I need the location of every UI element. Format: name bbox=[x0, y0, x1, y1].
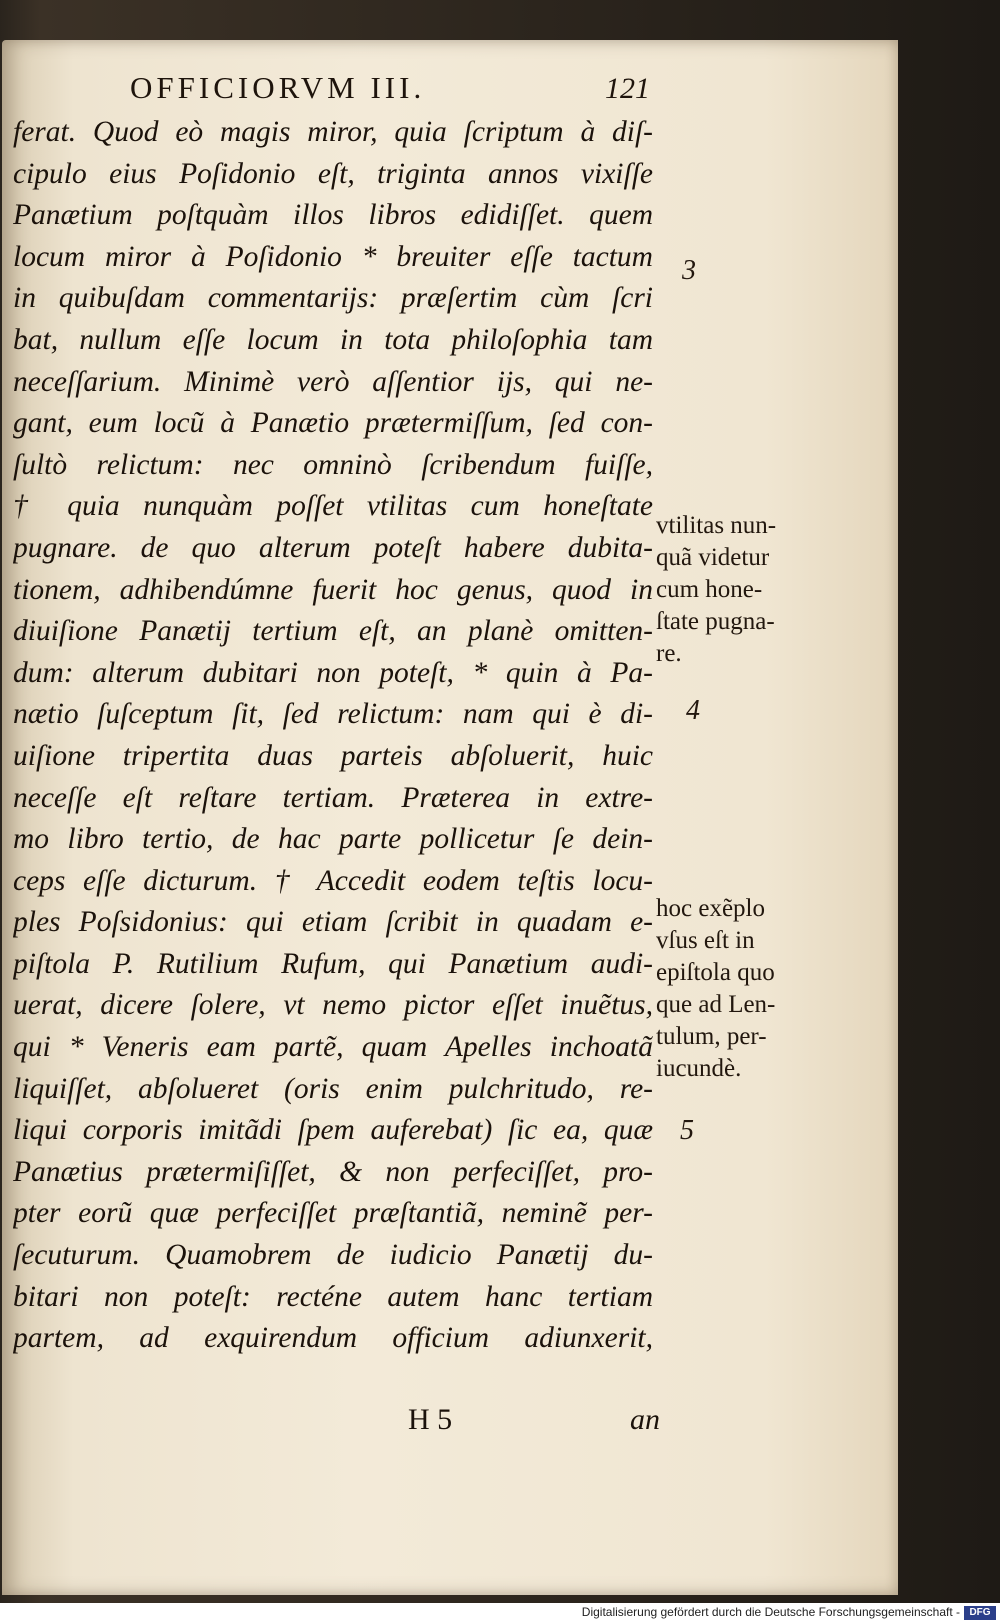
text-line: partem, ad exquirendum officium adiunxerit, bbox=[13, 1322, 653, 1355]
marginal-note-line: iucundè. bbox=[656, 1055, 742, 1082]
text-line: piſtola P. Rutilium Rufum, qui Panætium audi- bbox=[13, 947, 653, 980]
text-line: cipulo eius Poſidonio eſt, triginta annos vixiſſe bbox=[13, 157, 653, 190]
text-line: qui * Veneris eam partẽ, quam Apelles inchoatã bbox=[13, 1031, 653, 1064]
dfg-logo: DFG bbox=[964, 1606, 996, 1620]
text-line: pugnare. de quo alterum poteſt habere dubita- bbox=[13, 531, 653, 564]
signature-mark: H 5 bbox=[408, 1403, 453, 1436]
text-line: dum: alterum dubitari non poteſt, * quin à Pa- bbox=[13, 656, 653, 689]
text-line: pter eorũ quæ perfeciſſet præſtantiã, neminẽ per- bbox=[13, 1197, 653, 1230]
text-line: gant, eum locũ à Panætio prætermiſſum, ſed con- bbox=[13, 407, 653, 440]
text-line: Panætius prætermiſiſſet, & non perfeciſſet, pro- bbox=[13, 1155, 653, 1188]
text-line: uiſione tripertita duas parteis abſoluerit, huic bbox=[13, 739, 653, 772]
marginal-note-line: epiſtola quo bbox=[656, 959, 775, 986]
text-line: uerat, dicere ſolere, vt nemo pictor eſſet inuẽtus, bbox=[13, 989, 653, 1022]
text-line: mo libro tertio, de hac parte pollicetur ſe dein- bbox=[13, 823, 653, 856]
text-line: nætio ſuſceptum ſit, ſed relictum: nam qui è di- bbox=[13, 698, 653, 731]
marginal-note-exemplo bbox=[656, 893, 775, 1085]
digitization-footer bbox=[0, 1603, 1000, 1623]
margin-number-3: 3 bbox=[682, 255, 696, 286]
text-line: ſecuturum. Quamobrem de iudicio Panætij du- bbox=[13, 1239, 653, 1272]
marginal-note-line: vtilitas nun- bbox=[656, 512, 777, 539]
text-line: in quibuſdam commentarijs: præſertim cùm ſcri bbox=[13, 282, 653, 315]
text-line: neceſſe eſt reſtare tertiam. Præterea in extre- bbox=[13, 781, 653, 814]
text-line: locum miror à Poſidonio * breuiter eſſe tactum bbox=[13, 240, 653, 273]
marginal-note-line: hoc exẽplo bbox=[656, 895, 765, 922]
marginal-note-utilitas bbox=[656, 510, 776, 670]
marginal-note-line: que ad Len- bbox=[656, 991, 776, 1018]
text-line: ferat. Quod eò magis miror, quia ſcriptum à diſ- bbox=[13, 116, 653, 148]
text-line: liquiſſet, abſolueret (oris enim pulchritudo, re- bbox=[13, 1072, 653, 1105]
marginal-note-line: cum hone- bbox=[656, 576, 763, 603]
margin-number-5: 5 bbox=[680, 1115, 694, 1146]
body-text bbox=[13, 112, 653, 1360]
running-head: OFFICIORVM III. bbox=[130, 70, 426, 105]
text-line: liqui corporis imitãdi ſpem auferebat) ſic ea, quæ bbox=[13, 1114, 653, 1147]
text-line: Panætium poſtquàm illos libros edidiſſet. quem bbox=[13, 199, 653, 232]
marginal-note-line: ſtate pugna- bbox=[656, 608, 775, 635]
text-line: neceſſarium. Minimè verò aſſentior ijs, qui ne- bbox=[13, 365, 653, 398]
text-line: ceps eſſe dicturum. † Accedit eodem teſtis locu- bbox=[13, 864, 653, 897]
page-foot bbox=[390, 1403, 660, 1443]
marginal-note-line: tulum, per- bbox=[656, 1023, 767, 1050]
margin-number-4: 4 bbox=[686, 695, 700, 726]
text-line: † quia nunquàm poſſet vtilitas cum honeſtate bbox=[13, 490, 653, 523]
text-line: bat, nullum eſſe locum in tota philoſophia tam bbox=[13, 323, 653, 356]
marginal-note-line: quã videtur bbox=[656, 544, 770, 571]
marginal-note-line: re. bbox=[656, 640, 682, 667]
page-number: 121 bbox=[605, 72, 650, 105]
page-header bbox=[130, 70, 650, 110]
catchword: an bbox=[630, 1403, 660, 1436]
text-line: ſultò relictum: nec omninò ſcribendum fuiſſe, bbox=[13, 448, 653, 481]
funding-credit: Digitalisierung gefördert durch die Deutsche Forschungsgemeinschaft - bbox=[581, 1605, 960, 1619]
text-line: bitari non poteſt: recténe autem hanc tertiam bbox=[13, 1280, 653, 1313]
text-line: tionem, adhibendúmne fuerit hoc genus, quod in bbox=[13, 573, 653, 606]
text-line: diuiſione Panætij tertium eſt, an planè omitten- bbox=[13, 615, 653, 648]
text-line: ples Poſsidonius: qui etiam ſcribit in quadam e- bbox=[13, 906, 653, 939]
marginal-note-line: vſus eſt in bbox=[656, 927, 755, 954]
